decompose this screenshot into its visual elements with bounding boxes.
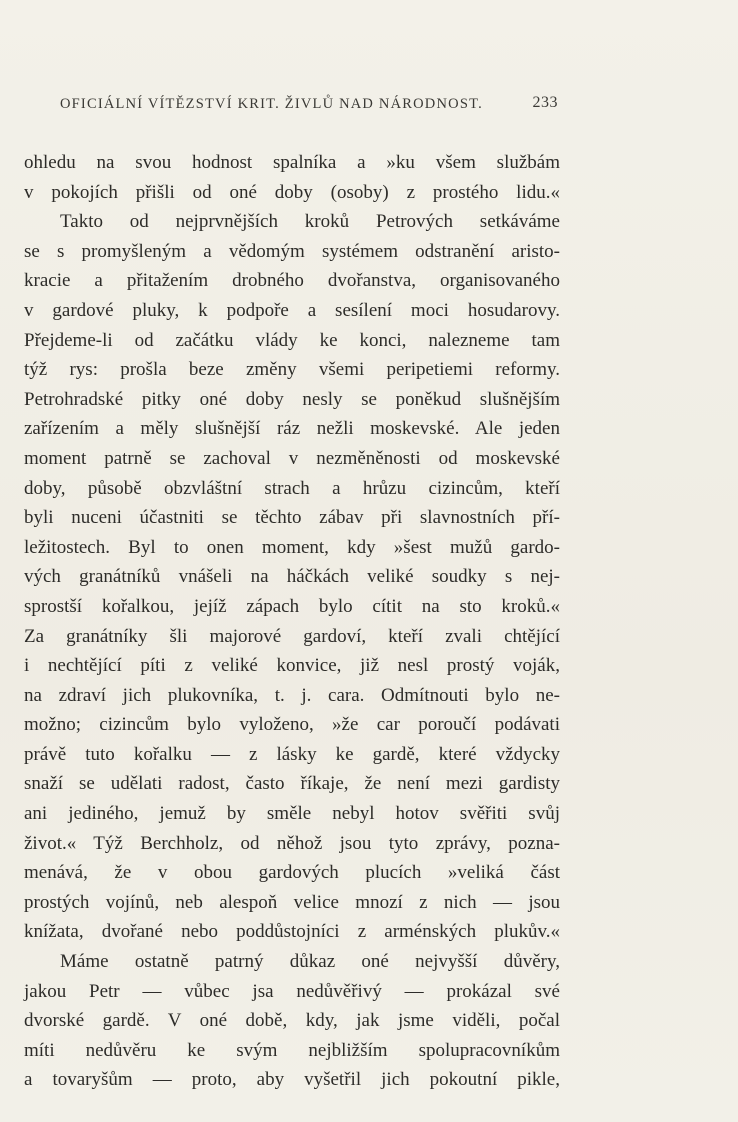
text-line: knížata, dvořané nebo poddůstojníci z arménských plukův.« [24, 921, 560, 943]
text-line: a tovaryšům — proto, aby vyšetřil jich pokoutní pikle, [24, 1069, 560, 1091]
text-line: dvorské gardě. V oné době, kdy, jak jsme viděli, počal [24, 1010, 560, 1032]
text-line: ohledu na svou hodnost spalníka a »ku všem službám [24, 152, 560, 173]
text-line: jakou Petr — vůbec jsa nedůvěřivý — prokázal své [24, 980, 560, 1002]
text-line: ležitostech. Byl to onen moment, kdy »šest mužů gardo- [24, 536, 560, 558]
running-head: OFICIÁLNÍ VÍTĚZSTVÍ KRIT. ŽIVLŮ NAD NÁRODNOST. [60, 96, 483, 112]
body-text [24, 148, 560, 1095]
text-line: sprostší kořalkou, jejíž zápach bylo cítit na sto kroků.« [24, 595, 560, 617]
text-line: týž rys: prošla beze změny všemi peripetiemi reformy. [24, 359, 560, 381]
text-line: Máme ostatně patrný důkaz oné nejvyšší důvěry, [60, 951, 560, 973]
text-line: zařízením a měly slušnější ráz nežli moskevské. Ale jeden [24, 418, 560, 440]
text-line: byli nuceni účastniti se těchto zábav při slavnostních pří- [24, 507, 560, 529]
text-line: Petrohradské pitky oné doby nesly se poněkud slušnějším [24, 388, 560, 410]
text-line: doby, působě obzvláštní strach a hrůzu cizincům, kteří [24, 477, 560, 499]
text-line: se s promyšleným a vědomým systémem odstranění aristo- [24, 240, 560, 262]
text-line: prostých vojínů, neb alespoň velice mnozí z nich — jsou [24, 891, 560, 913]
text-line: v pokojích přišli od oné doby (osoby) z prostého lidu.« [24, 181, 560, 203]
text-line: Přejdeme-li od začátku vlády ke konci, nalezneme tam [24, 329, 560, 351]
text-line: vých granátníků vnášeli na háčkách veliké soudky s nej- [24, 566, 560, 588]
text-line: míti nedůvěru ke svým nejbližším spolupracovníkům [24, 1039, 560, 1061]
text-line: moment patrně se zachoval v nezměněnosti od moskevské [24, 447, 560, 469]
text-line: život.« Týž Berchholz, od něhož jsou tyto zprávy, pozna- [24, 832, 560, 854]
text-line: právě tuto kořalku — z lásky ke gardě, které vždycky [24, 743, 560, 765]
page-header [60, 96, 558, 120]
text-line: Za granátníky šli majorové gardoví, kteří zvali chtějící [24, 625, 560, 647]
text-line: menává, že v obou gardových plucích »veliká část [24, 862, 560, 884]
text-line: snaží se udělati radost, často říkaje, že není mezi gardisty [24, 773, 560, 795]
text-line: kracie a přitažením drobného dvořanstva, organisovaného [24, 270, 560, 292]
text-line: Takto od nejprvnějších kroků Petrových setkáváme [60, 211, 560, 233]
text-line: v gardové pluky, k podpoře a sesílení moci hosudarovy. [24, 299, 560, 321]
text-line: možno; cizincům bylo vyloženo, »že car poroučí podávati [24, 714, 560, 736]
text-line: i nechtějící píti z veliké konvice, již nesl prostý voják, [24, 655, 560, 677]
text-line: na zdraví jich plukovníka, t. j. cara. Odmítnouti bylo ne- [24, 684, 560, 706]
text-line: ani jediného, jemuž by směle nebyl hotov svěřiti svůj [24, 803, 560, 825]
page-number: 233 [532, 94, 558, 111]
